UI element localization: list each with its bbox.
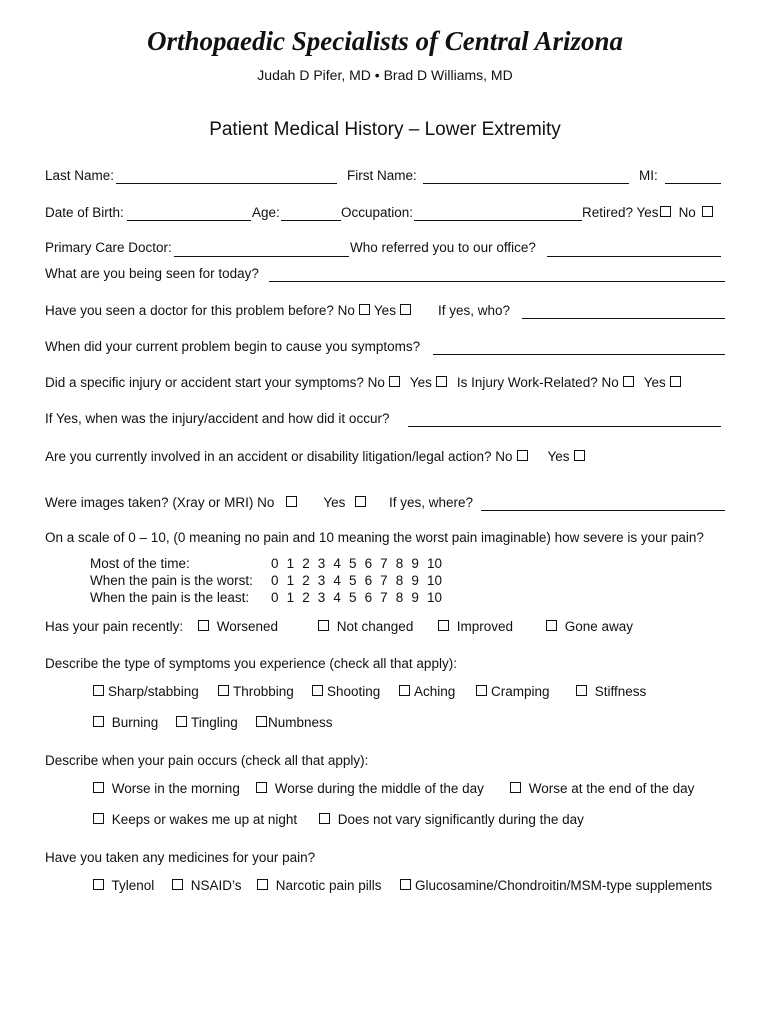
if-yes-where-label: If yes, where?: [389, 495, 474, 510]
symptom-tingling[interactable]: Tingling: [172, 715, 238, 730]
symptom-sharp[interactable]: Sharp/stabbing: [89, 684, 199, 699]
litigation-no-checkbox[interactable]: [517, 450, 528, 461]
begin-label: When did your current problem begin to cause you symptoms?: [45, 339, 421, 354]
doctor-names: Judah D Pifer, MD • Brad D Williams, MD: [257, 67, 513, 83]
if-yes-who-field[interactable]: [522, 318, 725, 319]
images-no-checkbox[interactable]: [286, 496, 297, 507]
pain-scale-selector[interactable]: 0 1 2 3 4 5 6 7 8 9 10: [271, 556, 442, 571]
practice-name: Orthopaedic Specialists of Central Arizona: [146, 26, 624, 56]
retired-no-checkbox[interactable]: [702, 206, 713, 217]
medicine-tylenol[interactable]: Tylenol: [89, 878, 154, 893]
retired-label: Retired? Yes No: [582, 205, 717, 220]
checkbox-icon[interactable]: [257, 879, 268, 890]
checkbox-icon[interactable]: [172, 879, 183, 890]
mi-field[interactable]: [665, 183, 721, 184]
checkbox-icon[interactable]: [176, 716, 187, 727]
occurs-end-of-day[interactable]: Worse at the end of the day: [506, 781, 694, 796]
images-yes-checkbox[interactable]: [355, 496, 366, 507]
checkbox-icon[interactable]: [93, 685, 104, 696]
dob-label: Date of Birth:: [45, 205, 124, 220]
dob-field[interactable]: [127, 220, 251, 221]
occupation-label: Occupation:: [341, 205, 414, 220]
if-yes-where-field[interactable]: [481, 510, 725, 511]
medicine-narcotic[interactable]: Narcotic pain pills: [253, 878, 382, 893]
work-related-yes-checkbox[interactable]: [670, 376, 681, 387]
pain-row-most: [90, 556, 443, 571]
checkbox-icon[interactable]: [399, 685, 410, 696]
first-name-label: First Name:: [347, 168, 417, 183]
checkbox-icon[interactable]: [400, 879, 411, 890]
symptoms-label: Describe the type of symptoms you experience (check all that apply):: [45, 656, 457, 671]
option-worsened[interactable]: Worsened: [194, 619, 278, 634]
checkbox-icon[interactable]: [438, 620, 449, 631]
pcp-label: Primary Care Doctor:: [45, 240, 172, 255]
pain-scale-selector[interactable]: 0 1 2 3 4 5 6 7 8 9 10: [271, 590, 442, 605]
symptom-burning[interactable]: Burning: [89, 715, 158, 730]
checkbox-icon[interactable]: [93, 716, 104, 727]
pain-row-label: When the pain is the worst:: [90, 573, 253, 588]
symptom-stiffness[interactable]: Stiffness: [572, 684, 646, 699]
if-yes-who-label: If yes, who?: [438, 303, 511, 318]
images-label: Were images taken? (Xray or MRI) No Yes: [45, 495, 378, 510]
symptom-cramping[interactable]: Cramping: [472, 684, 550, 699]
referred-field[interactable]: [547, 256, 721, 257]
symptom-aching[interactable]: Aching: [395, 684, 455, 699]
checkbox-icon[interactable]: [510, 782, 521, 793]
when-injury-label: If Yes, when was the injury/accident and how did it occur?: [45, 411, 390, 426]
injury-yes-checkbox[interactable]: [436, 376, 447, 387]
checkbox-icon[interactable]: [546, 620, 557, 631]
symptom-throbbing[interactable]: Throbbing: [214, 684, 294, 699]
checkbox-icon[interactable]: [312, 685, 323, 696]
occurs-night[interactable]: Keeps or wakes me up at night: [89, 812, 297, 827]
checkbox-icon[interactable]: [576, 685, 587, 696]
seen-before-yes-checkbox[interactable]: [400, 304, 411, 315]
option-gone-away[interactable]: Gone away: [542, 619, 633, 634]
work-related-no-checkbox[interactable]: [623, 376, 634, 387]
pain-row-label: Most of the time:: [90, 556, 190, 571]
pain-scale-label: On a scale of 0 – 10, (0 meaning no pain and 10 meaning the worst pain imaginable) how severe is your pain?: [45, 530, 704, 545]
pain-recently-label: Has your pain recently:: [45, 619, 184, 634]
first-name-field[interactable]: [423, 183, 629, 184]
symptom-shooting[interactable]: Shooting: [308, 684, 380, 699]
option-not-changed[interactable]: Not changed: [314, 619, 413, 634]
occupation-field[interactable]: [414, 220, 582, 221]
last-name-field[interactable]: [116, 183, 337, 184]
form-title: Patient Medical History – Lower Extremity: [209, 119, 561, 140]
checkbox-icon[interactable]: [318, 620, 329, 631]
seen-before-no-checkbox[interactable]: [359, 304, 370, 315]
pain-occurs-label: Describe when your pain occurs (check all that apply):: [45, 753, 369, 768]
medicine-glucosamine[interactable]: Glucosamine/Chondroitin/MSM-type supplements: [396, 878, 712, 893]
medicine-nsaids[interactable]: NSAID’s: [168, 878, 242, 893]
checkbox-icon[interactable]: [256, 716, 267, 727]
referred-label: Who referred you to our office?: [350, 240, 536, 255]
pain-row-least: [90, 590, 443, 605]
checkbox-icon[interactable]: [476, 685, 487, 696]
mi-label: MI:: [639, 168, 658, 183]
last-name-label: Last Name:: [45, 168, 115, 183]
checkbox-icon[interactable]: [256, 782, 267, 793]
checkbox-icon[interactable]: [93, 782, 104, 793]
medicines-label: Have you taken any medicines for your pain?: [45, 850, 316, 865]
retired-yes-checkbox[interactable]: [660, 206, 671, 217]
pain-scale-selector[interactable]: 0 1 2 3 4 5 6 7 8 9 10: [271, 573, 442, 588]
injury-label: Did a specific injury or accident start your symptoms? No Yes Is Injury Work-Related? No Yes: [45, 375, 685, 390]
occurs-no-variation[interactable]: Does not vary significantly during the day: [315, 812, 584, 827]
age-field[interactable]: [281, 220, 341, 221]
occurs-midday[interactable]: Worse during the middle of the day: [252, 781, 484, 796]
seen-for-label: What are you being seen for today?: [45, 266, 259, 281]
pain-row-label: When the pain is the least:: [90, 590, 250, 605]
symptom-numbness[interactable]: Numbness: [252, 715, 333, 730]
age-label: Age:: [252, 205, 280, 220]
pain-row-worst: [90, 573, 443, 588]
seen-before-label: Have you seen a doctor for this problem before? No Yes: [45, 303, 415, 318]
litigation-label: Are you currently involved in an accident or disability litigation/legal action? No Yes: [45, 449, 589, 464]
checkbox-icon[interactable]: [319, 813, 330, 824]
when-injury-field[interactable]: [408, 426, 721, 427]
seen-for-field[interactable]: [269, 281, 725, 282]
checkbox-icon[interactable]: [218, 685, 229, 696]
checkbox-icon[interactable]: [93, 813, 104, 824]
checkbox-icon[interactable]: [198, 620, 209, 631]
checkbox-icon[interactable]: [93, 879, 104, 890]
injury-no-checkbox[interactable]: [389, 376, 400, 387]
litigation-yes-checkbox[interactable]: [574, 450, 585, 461]
begin-field[interactable]: [433, 354, 725, 355]
option-improved[interactable]: Improved: [434, 619, 513, 634]
occurs-morning[interactable]: Worse in the morning: [89, 781, 240, 796]
pcp-field[interactable]: [174, 256, 349, 257]
